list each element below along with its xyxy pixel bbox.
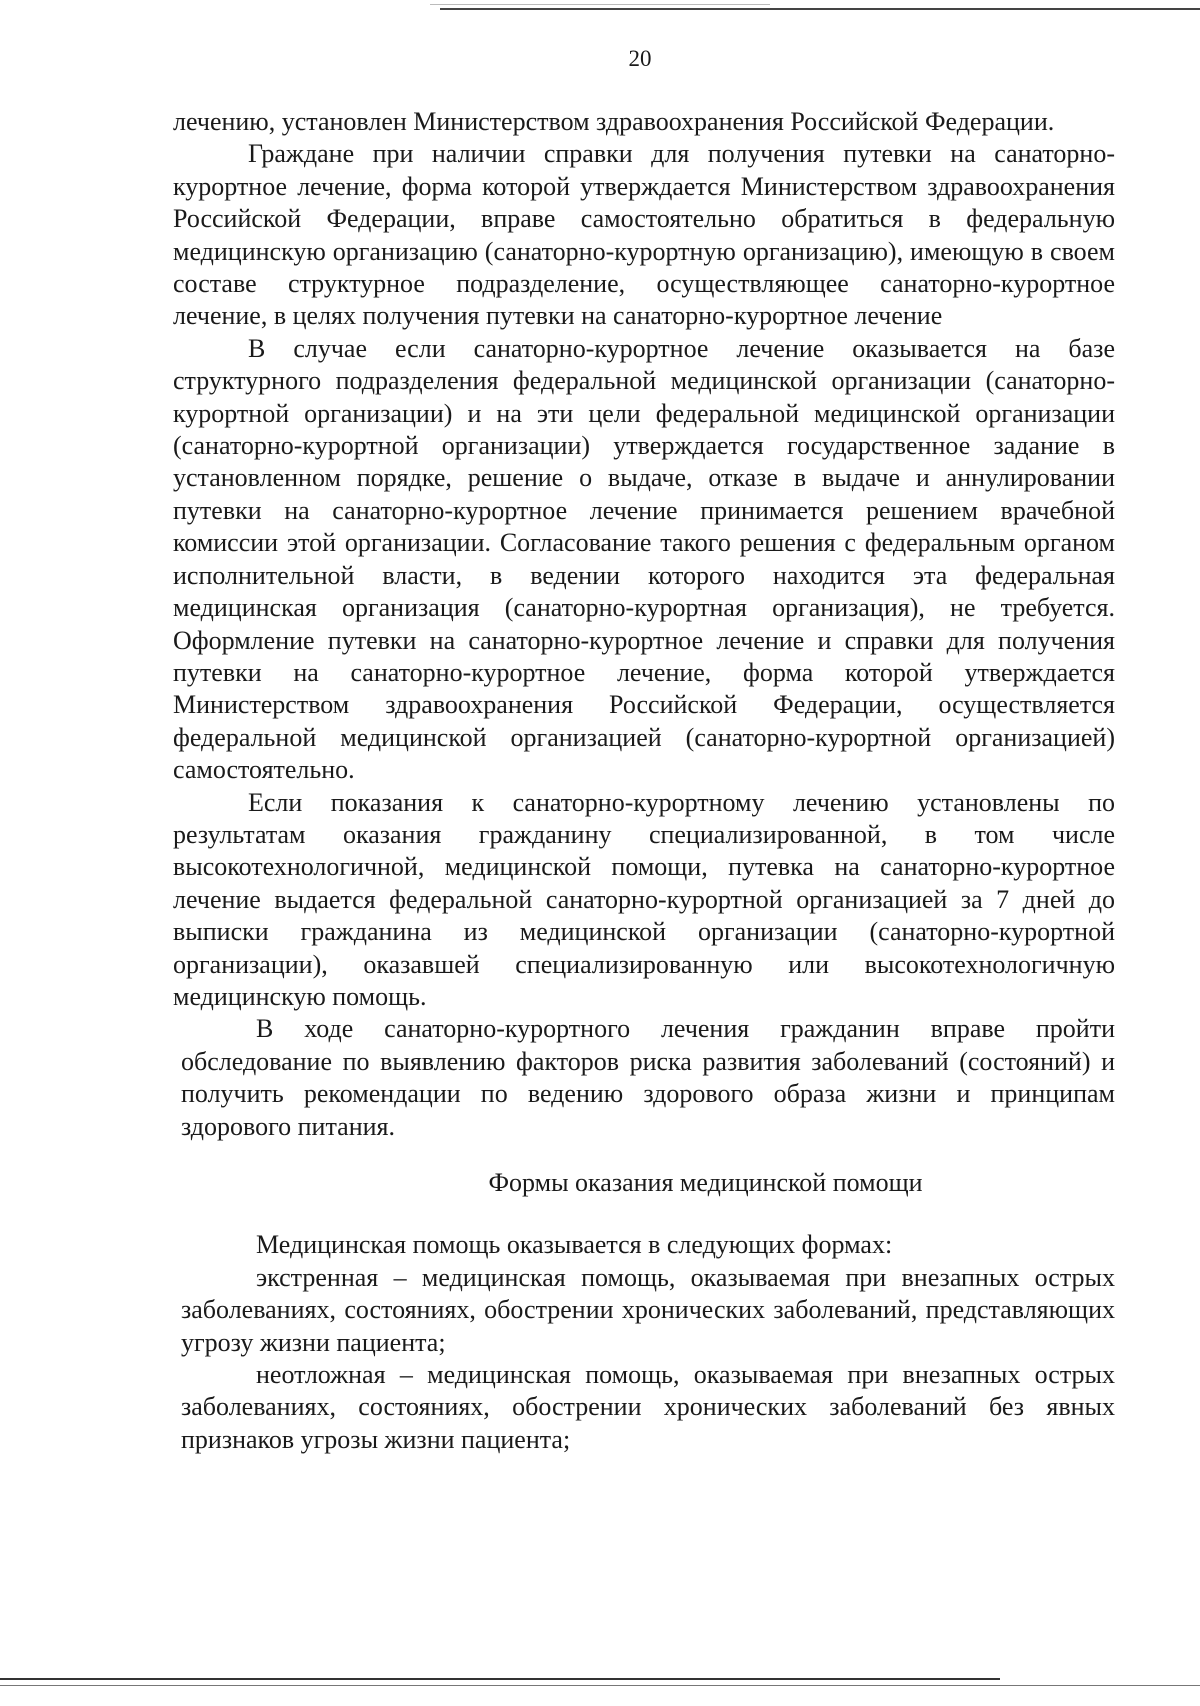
paragraph-examination: В ходе санаторно-курортного лечения гражданин вправе пройти обследование по выявлению факторов риска развития заболеваний (состояний) и получить рекомендации по ведению здорового образа жизни и принципам здорового питания. xyxy=(181,1014,1115,1141)
paragraph-indications: Если показания к санаторно-курортному лечению установлены по результатам оказания гражданину специализированной, в том числе высокотехнологичной, медицинской помощи, путевка на санаторно-курортное лечение выдается федеральной санаторно-курортной организацией за 7 дней до выписки гражданина из медицинской организации (санаторно-курортной организации), оказавшей специализированную или высокотехнологичную медицинскую помощь. xyxy=(173,787,1115,1011)
section-intro: Медицинская помощь оказывается в следующих формах: xyxy=(256,1230,893,1260)
scan-artifact-top xyxy=(440,8,1200,10)
list-item-urgent: неотложная – медицинская помощь, оказываемая при внезапных острых заболеваниях, состояниях, обострении хронических заболеваний без явных признаков угрозы жизни пациента; xyxy=(181,1360,1115,1454)
scan-artifact-bottom xyxy=(0,1678,1000,1680)
page-number: 20 xyxy=(628,46,652,71)
paragraph-structural-unit: В случае если санаторно-курортное лечение оказывается на базе структурного подразделения федеральной медицинской организации (санаторно-курортной организации) и на эти цели федеральной медицинской организации (санаторно-курортной организации) утверждается государственное задание в установленном порядке, решение о выдаче, отказе в выдаче и аннулировании путевки на санаторно-курортное лечение принимается решением врачебной комиссии этой организации. Согласование такого решения с федеральным органом исполнительной власти, в ведении которого находится эта федеральная медицинская организация (санаторно-курортная организация), не требуется. Оформление путевки на санаторно-курортное лечение и справки для получения путевки на санаторно-курортное лечение, форма которой утверждается Министерством здравоохранения Российской Федерации, осуществляется федеральной медицинской организацией (санаторно-курортной организацией) самостоятельно. xyxy=(173,333,1115,785)
section-heading: Формы оказания медицинской помощи xyxy=(488,1168,923,1197)
scan-artifact-bottom-thin xyxy=(0,1685,1200,1686)
health-block xyxy=(173,1013,1115,1456)
paragraph-referral: Граждане при наличии справки для получения путевки на санаторно-курортное лечение, форма которой утверждается Министерством здравоохранения Российской Федерации, вправе самостоятельно обратиться в федеральную медицинскую организацию (санаторно-курортную организацию), имеющую в своем составе структурное подразделение, осуществляющее санаторно-курортное лечение, в целях получения путевки на санаторно-курортное лечение xyxy=(173,139,1115,331)
list-item-emergency: экстренная – медицинская помощь, оказываемая при внезапных острых заболеваниях, состояниях, обострении хронических заболеваний, представляющих угрозу жизни пациента; xyxy=(181,1262,1115,1357)
scan-artifact-top-thin xyxy=(430,4,770,5)
document-body xyxy=(173,106,1115,1456)
paragraph-continuation: лечению, установлен Министерством здравоохранения Российской Федерации. xyxy=(173,107,1055,136)
